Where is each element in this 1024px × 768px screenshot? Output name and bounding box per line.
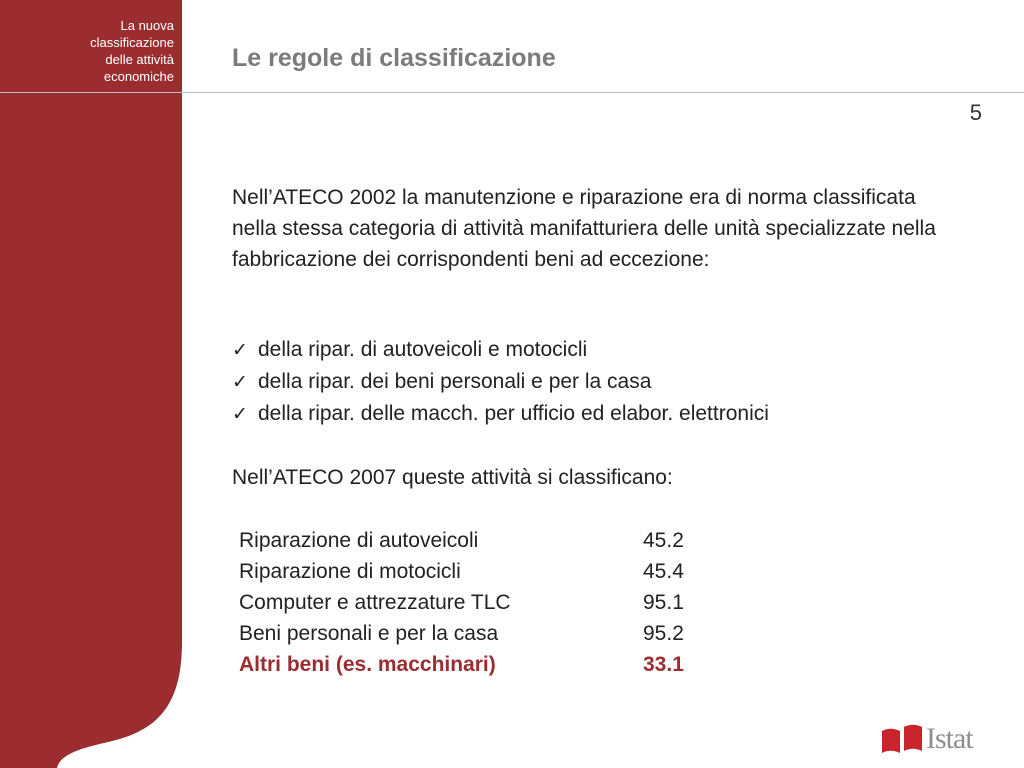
activity-label: Altri beni (es. macchinari) [239, 653, 496, 676]
activity-label: Computer e attrezzature TLC [239, 591, 511, 614]
list-item-text: della ripar. di autoveicoli e motocicli [258, 338, 588, 361]
page-number: 5 [969, 100, 982, 125]
list-item-text: della ripar. dei beni personali e per la casa [258, 370, 652, 393]
sidebar-title-line: delle attività [105, 52, 174, 67]
intro-paragraph: Nell’ATECO 2002 la manutenzione e riparazione era di norma classificata nella stessa categoria di attività manifatturiera delle unità specializzate nella fabbricazione dei corrispondenti beni ad eccezione: [232, 186, 936, 271]
list-item [232, 398, 769, 430]
sidebar-title-line: economiche [103, 69, 174, 84]
checkmark-icon: ✓ [232, 372, 248, 393]
list-item [232, 366, 769, 398]
activity-label: Riparazione di autoveicoli [239, 529, 479, 552]
list-item [232, 334, 769, 366]
logo-wordmark: Istat [926, 722, 973, 755]
checkmark-icon: ✓ [232, 404, 248, 425]
table-row [236, 525, 684, 556]
table-row [236, 618, 684, 649]
checkmark-icon: ✓ [232, 340, 248, 361]
table-row-highlighted [236, 649, 684, 680]
classification-table [236, 525, 684, 680]
sidebar-title-line: classificazione [90, 35, 174, 50]
ateco-code: 95.1 [643, 591, 684, 614]
table-row [236, 587, 684, 618]
exceptions-list [232, 334, 769, 430]
sidebar-panel [0, 0, 184, 768]
list-item-text: della ripar. delle macch. per ufficio ed elabor. elettronici [258, 402, 769, 425]
sidebar-title-line: La nuova [120, 18, 174, 33]
ateco-code: 45.4 [643, 560, 684, 583]
ateco-code: 33.1 [643, 653, 684, 676]
activity-label: Riparazione di motocicli [239, 560, 461, 583]
activity-label: Beni personali e per la casa [239, 622, 499, 645]
sidebar-title [0, 17, 174, 85]
ateco-code: 45.2 [643, 529, 684, 552]
classification-heading: Nell’ATECO 2007 queste attività si classificano: [232, 466, 673, 489]
istat-logo [880, 724, 973, 754]
ateco-code: 95.2 [643, 622, 684, 645]
istat-logo-mark-icon [880, 724, 924, 754]
table-row [236, 556, 684, 587]
header-divider [0, 92, 1024, 93]
slide-title: Le regole di classificazione [232, 44, 556, 72]
